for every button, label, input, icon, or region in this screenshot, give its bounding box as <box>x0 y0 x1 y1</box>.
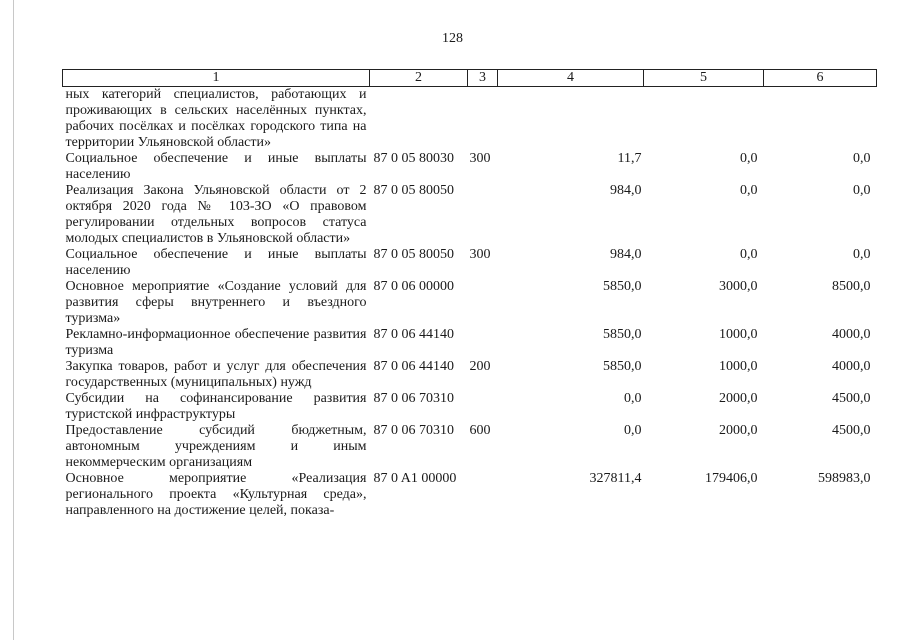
row-value-col6-cell: 0,0 <box>853 151 871 166</box>
row-value-col5-cell <box>644 87 764 152</box>
table-header-row <box>63 70 877 87</box>
row-value-col4-cell: 0,0 <box>624 391 642 406</box>
row-value-col6-cell: 4000,0 <box>832 327 871 342</box>
row-code-cell: 87 0 A1 00000 <box>373 471 457 486</box>
column-header-1: 1 <box>63 70 370 87</box>
row-expense-type-cell: 200 <box>469 359 491 374</box>
row-name-cell: Закупка товаров, работ и услуг для обеспечения государственных (муниципальных) нужд <box>65 359 367 390</box>
column-header-4: 4 <box>498 70 644 87</box>
row-value-col6-cell: 4500,0 <box>832 423 871 438</box>
row-value-col6-cell: 4000,0 <box>832 359 871 374</box>
row-code-cell: 87 0 06 44140 <box>373 327 454 342</box>
row-value-col6-cell <box>764 87 877 152</box>
row-expense-type-cell <box>468 279 498 327</box>
table-row <box>63 359 877 391</box>
row-value-col4-cell: 984,0 <box>610 183 642 198</box>
row-value-col5-cell: 0,0 <box>740 151 758 166</box>
row-code-cell: 87 0 05 80030 <box>373 151 454 166</box>
row-value-col4-cell: 5850,0 <box>603 359 642 374</box>
row-value-col5-cell: 3000,0 <box>719 279 758 294</box>
table-row <box>63 247 877 279</box>
row-code-cell: 87 0 06 44140 <box>373 359 454 374</box>
table-row <box>63 151 877 183</box>
row-value-col6-cell: 598983,0 <box>818 471 871 486</box>
row-value-col5-cell: 1000,0 <box>719 327 758 342</box>
row-value-col5-cell: 179406,0 <box>705 471 758 486</box>
row-code-cell: 87 0 06 00000 <box>373 279 454 294</box>
row-name-cell: Социальное обеспечение и иные выплаты населению <box>65 247 367 278</box>
row-code-cell: 87 0 06 70310 <box>373 423 454 438</box>
column-header-2: 2 <box>370 70 468 87</box>
row-code-cell <box>370 87 468 152</box>
table-row <box>63 327 877 359</box>
row-name-cell: Социальное обеспечение и иные выплаты населению <box>65 151 367 182</box>
table-row <box>63 183 877 247</box>
row-value-col5-cell: 2000,0 <box>719 391 758 406</box>
row-name-cell: Рекламно-информационное обеспечение развития туризма <box>65 327 367 358</box>
row-value-col5-cell: 2000,0 <box>719 423 758 438</box>
row-expense-type-cell <box>468 471 498 519</box>
row-name-cell: Реализация Закона Ульяновской области от 2 октября 2020 года № 103-ЗО «О правовом регулировании отдельных вопросов статуса молодых специалистов в Ульяновской области» <box>65 183 367 246</box>
row-value-col5-cell: 1000,0 <box>719 359 758 374</box>
row-value-col5-cell: 0,0 <box>740 247 758 262</box>
row-name-cell: Основное мероприятие «Реализация регионального проекта «Культурная среда», направленного на достижение целей, показа- <box>65 471 367 518</box>
column-header-5: 5 <box>644 70 764 87</box>
row-code-cell: 87 0 06 70310 <box>373 391 454 406</box>
row-value-col4-cell: 5850,0 <box>603 327 642 342</box>
row-value-col4-cell: 984,0 <box>610 247 642 262</box>
table-row <box>63 391 877 423</box>
row-value-col4-cell: 327811,4 <box>589 471 642 486</box>
column-header-3: 3 <box>468 70 498 87</box>
row-value-col6-cell: 0,0 <box>853 183 871 198</box>
column-header-6: 6 <box>764 70 877 87</box>
table-row <box>63 279 877 327</box>
table-body <box>63 87 877 520</box>
table-row <box>63 87 877 152</box>
row-code-cell: 87 0 05 80050 <box>373 183 454 198</box>
page-number: 128 <box>442 31 463 46</box>
row-expense-type-cell <box>468 391 498 423</box>
row-expense-type-cell <box>468 87 498 152</box>
row-value-col6-cell: 4500,0 <box>832 391 871 406</box>
budget-table <box>62 69 877 519</box>
row-name-cell: Основное мероприятие «Создание условий для развития сферы внутреннего и въездного туризма» <box>65 279 367 326</box>
row-name-cell: Субсидии на софинансирование развития туристской инфраструктуры <box>65 391 367 422</box>
row-value-col6-cell: 8500,0 <box>832 279 871 294</box>
row-value-col4-cell: 5850,0 <box>603 279 642 294</box>
row-name-cell: Предоставление субсидий бюджетным, автономным учреждениям и иным некоммерческим организациям <box>65 423 367 470</box>
row-expense-type-cell <box>468 327 498 359</box>
row-expense-type-cell: 300 <box>469 247 491 262</box>
row-code-cell: 87 0 05 80050 <box>373 247 454 262</box>
row-value-col4-cell <box>498 87 644 152</box>
row-expense-type-cell <box>468 183 498 247</box>
row-value-col6-cell: 0,0 <box>853 247 871 262</box>
row-value-col5-cell: 0,0 <box>740 183 758 198</box>
row-value-col4-cell: 0,0 <box>624 423 642 438</box>
table-row <box>63 471 877 519</box>
page-edge-line <box>13 0 14 640</box>
row-expense-type-cell: 300 <box>469 151 491 166</box>
row-expense-type-cell: 600 <box>469 423 491 438</box>
row-name-cell: ных категорий специалистов, работающих и проживающих в сельских населённых пунктах, рабочих посёлках и посёлках городского типа на территории Ульяновской области» <box>65 87 367 150</box>
row-value-col4-cell: 11,7 <box>617 151 642 166</box>
table-row <box>63 423 877 471</box>
